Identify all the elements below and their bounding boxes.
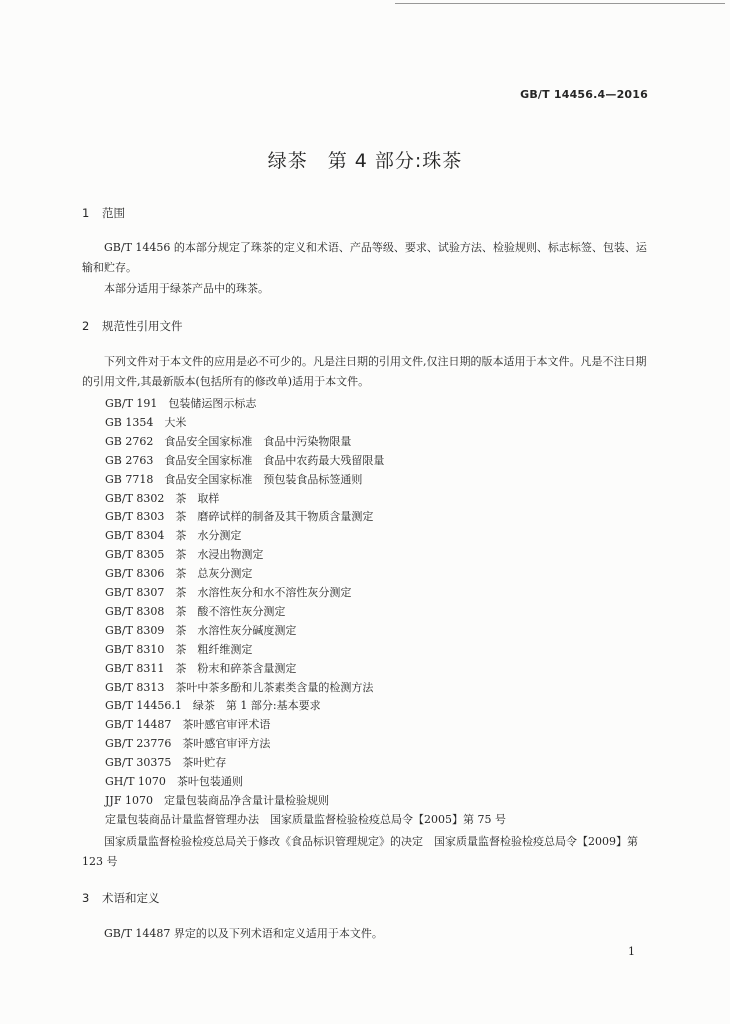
reference-item: GB/T 8308 茶 酸不溶性灰分测定 [105,604,286,618]
reference-item: GB 7718 食品安全国家标准 预包装食品标签通则 [105,472,363,486]
reference-item: GB/T 8302 茶 取样 [105,491,220,505]
reference-item: GB/T 14456.1 绿茶 第 1 部分:基本要求 [105,699,321,713]
reference-item: GB/T 8309 茶 水溶性灰分碱度测定 [105,623,297,637]
reference-item: GB/T 8303 茶 磨碎试样的制备及其干物质含量测定 [105,510,374,524]
reference-item: GB/T 8306 茶 总灰分测定 [105,567,253,581]
reference-item: GB/T 8313 茶叶中茶多酚和儿茶素类含量的检测方法 [105,680,374,694]
section-title: 术语和定义 [102,891,160,905]
section-number: 3 [82,891,90,905]
reference-item: GB/T 23776 茶叶感官审评方法 [105,737,271,751]
reference-item: GB 2762 食品安全国家标准 食品中污染物限量 [105,434,352,448]
reference-item: GB/T 8311 茶 粉末和碎茶含量测定 [105,661,297,675]
section-title: 范围 [102,206,125,220]
page-number: 1 [628,945,635,958]
section-title: 规范性引用文件 [102,319,183,333]
section-2-intro: 下列文件对于本文件的应用是必不可少的。凡是注日期的引用文件,仅注日期的版本适用于本文件。凡是不注日期的引用文件,其最新版本(包括所有的修改单)适用于本文件。 [82,355,647,388]
section-number: 2 [82,319,90,333]
section-1-paragraph-2: 本部分适用于绿茶产品中的珠茶。 [104,282,269,295]
reference-item: GB/T 8305 茶 水浸出物测定 [105,548,264,562]
reference-item: GB/T 8304 茶 水分测定 [105,529,242,543]
top-rule [395,3,725,4]
standard-code: GB/T 14456.4—2016 [520,88,648,101]
document-title: 绿茶 第 4 部分:珠茶 [267,150,463,172]
reference-item: GH/T 1070 茶叶包装通则 [105,775,243,788]
reference-item: GB/T 8307 茶 水溶性灰分和水不溶性灰分测定 [105,586,352,599]
reference-item-last: 国家质量监督检验检疫总局关于修改《食品标识管理规定》的决定 国家质量监督检验检疫总局令【2009】第 123 号 [82,835,638,868]
reference-item: GB/T 191 包装储运图示标志 [105,397,257,410]
section-3-heading [82,890,160,906]
reference-item: GB/T 30375 茶叶贮存 [105,756,227,770]
reference-item: 定量包装商品计量监督管理办法 国家质量监督检验检疫总局令【2005】第 75 号 [105,812,506,826]
section-number: 1 [82,206,90,220]
section-3-paragraph: GB/T 14487 界定的以及下列术语和定义适用于本文件。 [104,927,383,940]
reference-item: GB/T 8310 茶 粗纤维测定 [105,642,253,656]
reference-item: GB 1354 大米 [105,415,187,429]
section-2-heading [82,318,183,334]
reference-item: GB 2763 食品安全国家标准 食品中农药最大残留限量 [105,453,385,467]
section-1-heading [82,205,125,221]
reference-item: GB/T 14487 茶叶感官审评术语 [105,718,271,732]
reference-item: JJF 1070 定量包装商品净含量计量检验规则 [105,793,329,807]
section-1-paragraph-1: GB/T 14456 的本部分规定了珠茶的定义和术语、产品等级、要求、试验方法、检验规则、标志标签、包装、运输和贮存。 [82,241,647,274]
